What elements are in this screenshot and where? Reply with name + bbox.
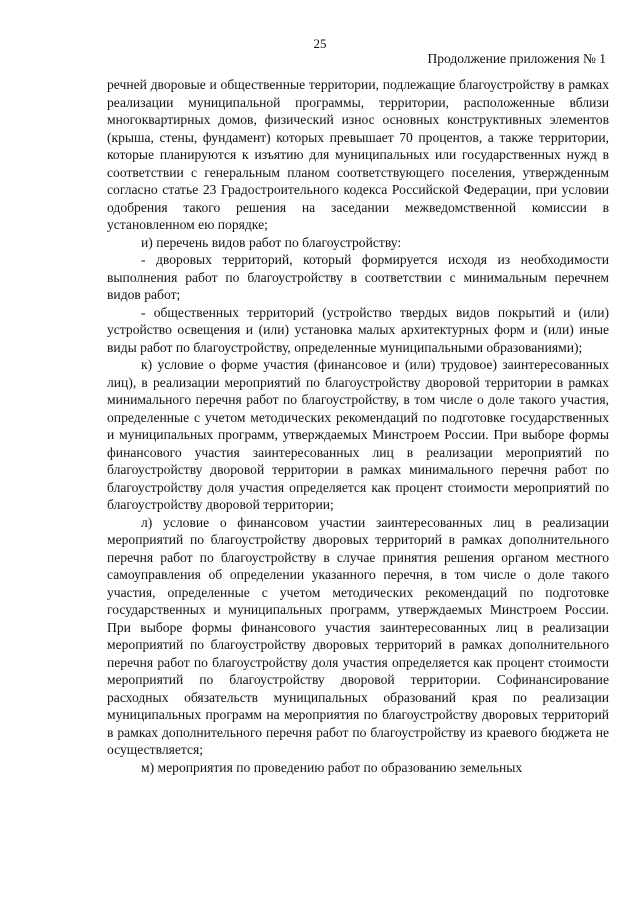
paragraph-item-m: м) мероприятия по проведению работ по образованию земельных xyxy=(141,759,523,775)
paragraph-item-i: и) перечень видов работ по благоустройству: xyxy=(141,234,402,250)
appendix-continuation-note: Продолжение приложения № 1 xyxy=(427,51,606,66)
paragraph-item-k: к) условие о форме участия (финансовое и (или) трудовое) заинтересованных лиц), в реализации мероприятий по благоустройству дворовой территории в рамках минимального перечня работ по благоустройству, в том числе о доле такого участия, определенные с учетом методических рекомендаций по подготовке государственных и муниципальных программ, утверждаемых Минстроем России. При выборе формы финансового участия заинтересованных лиц в реализации мероприятий по благоустройству дворовой территории в рамках минимального перечня работ по благоустройству доля участия определяется как процент стоимости мероприятий по благоустройству дворовой территории; xyxy=(107,357,609,512)
page-number: 25 xyxy=(313,36,327,51)
paragraph-continuation: речней дворовые и общественные территории, подлежащие благоустройству в рамках реализации муниципальной программы, территории, расположенные вблизи многоквартирных домов, физический износ основных конструктивных элементов (крыша, стены, фундамент) которых превышает 70 процентов, а также территории, которые планируются к изъятию для муниципальных или государственных нужд в соответствии с генеральным планом соответствующего поселения, утвержденным согласно статье 23 Градостроительного кодекса Российской Федерации, при условии одобрения такого решения на заседании межведомственной комиссии в установленном ею порядке; xyxy=(107,77,609,232)
paragraph-public-territories: - общественных территорий (устройство твердых видов покрытий и (или) устройство освещения и (или) установка малых архитектурных форм и (или) иные виды работ по благоустройству, определенные муниципальными образованиями); xyxy=(107,304,609,355)
document-body xyxy=(107,76,609,776)
paragraph-courtyard-territories: - дворовых территорий, который формируется исходя из необходимости выполнения работ по благоустройству в соответствии с минимальным перечнем видов работ; xyxy=(107,252,609,302)
paragraph-item-l: л) условие о финансовом участии заинтересованных лиц в реализации мероприятий по благоустройству дворовых территорий в рамках дополнительного перечня работ по благоустройству в случае принятия решения органом местного самоуправления об определении указанного перечня, в том числе о доле такого участия, определенные с учетом методических рекомендаций по подготовке государственных и муниципальных программ, утверждаемых Минстроем России. При выборе формы финансового участия заинтересованных лиц в реализации мероприятий по благоустройству дворовых территорий в рамках дополнительного перечня работ по благоустройству доля участия определяется как процент стоимости мероприятий по благоустройству дворовой территории. Софинансирование расходных обязательств муниципальных образований края по реализации муниципальных программ на мероприятия по благоустройству дворовых территорий в рамках дополнительного перечня работ по благоустройству из краевого бюджета не осуществляется; xyxy=(107,514,609,757)
